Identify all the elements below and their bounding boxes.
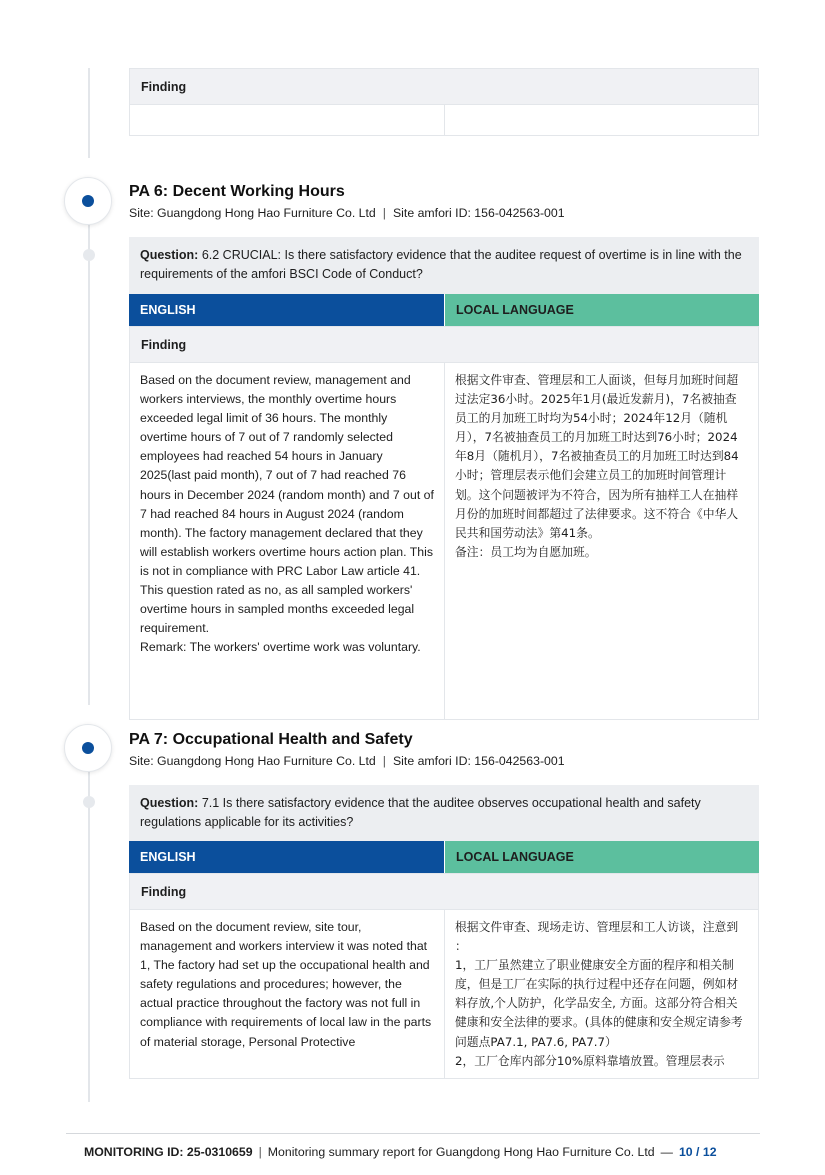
pa7-title: PA 7: Occupational Health and Safety: [129, 731, 413, 748]
pa7-question-text: 7.1 Is there satisfactory evidence that the auditee observes occupational health and safety regulations applicable for its activities?: [140, 796, 701, 829]
pa7-site-name: Site: Guangdong Hong Hao Furniture Co. Ltd: [129, 754, 376, 768]
pa6-site-name: Site: Guangdong Hong Hao Furniture Co. Ltd: [129, 206, 376, 220]
pa6-timeline-marker: [64, 177, 112, 225]
separator: |: [382, 206, 386, 220]
finding-content-row: [129, 104, 759, 136]
pa6-question-text: 6.2 CRUCIAL: Is there satisfactory evidence that the auditee request of overtime is in line with the requirements of the amfori BSCI Code of Conduct?: [140, 248, 742, 281]
pa6-title: PA 6: Decent Working Hours: [129, 183, 345, 200]
top-finding-block: [129, 68, 759, 136]
pa6-question-dot: [83, 249, 95, 261]
pa7-amfori-id: Site amfori ID: 156-042563-001: [392, 754, 565, 768]
english-header: ENGLISH: [129, 841, 444, 873]
pa7-question: [129, 785, 759, 841]
footer-divider: [66, 1133, 760, 1134]
report-title: Monitoring summary report for Guangdong Hong Hao Furniture Co. Ltd: [267, 1145, 655, 1159]
pa6-language-header: [129, 294, 759, 326]
timeline-line-pa6: [88, 225, 90, 705]
monitoring-id: MONITORING ID: 25-0310659: [84, 1145, 253, 1159]
separator: |: [258, 1145, 262, 1159]
pa6-site-line: [129, 206, 565, 220]
local-language-header: LOCAL LANGUAGE: [444, 294, 759, 326]
pa7-finding-content: [129, 909, 759, 1079]
page-number: 10 / 12: [678, 1145, 717, 1159]
pa6-question-block: [129, 237, 759, 720]
pa6-amfori-id: Site amfori ID: 156-042563-001: [392, 206, 565, 220]
separator: |: [382, 754, 386, 768]
footer-dash: —: [660, 1145, 673, 1159]
pa7-language-header: [129, 841, 759, 873]
pa7-timeline-marker: [64, 724, 112, 772]
question-label: Question:: [140, 248, 199, 262]
timeline-line-top: [88, 68, 90, 158]
finding-english-cell: [130, 105, 445, 135]
timeline-line-pa7: [88, 772, 90, 1102]
english-header: ENGLISH: [129, 294, 444, 326]
local-language-header: LOCAL LANGUAGE: [444, 841, 759, 873]
page-footer: [84, 1145, 717, 1159]
pa7-english-finding: Based on the document review, site tour, management and workers interview it was noted that 1, The factory had set up the occupational health and safety regulations and procedures; however, the actual practice throughout the factory was not full in compliance with requirements of local law in the parts of material storage, Personal Protective: [130, 910, 445, 1078]
pa7-site-line: [129, 754, 565, 768]
finding-label: Finding: [129, 68, 759, 104]
pa6-finding-content: [129, 362, 759, 720]
pa7-question-dot: [83, 796, 95, 808]
finding-label: Finding: [129, 326, 759, 362]
pa6-english-finding: Based on the document review, management and workers interviews, the monthly overtime hours exceeded legal limit of 36 hours. The monthly overtime hours of 7 out of 7 randomly selected employees had reached 54 hours in January 2025(last paid month), 7 out of 7 had reached 76 hours in December 2024 (random month) and 7 out of 7 had reached 84 hours in August 2024 (random month). The factory management declared that they will establish workers overtime hours action plan. This is not in compliance with PRC Labor Law article 41. This question rated as no, as all sampled workers' overtime hours in sampled months exceeded legal requirement. Remark: The workers' overtime work was voluntary.: [130, 363, 445, 719]
question-label: Question:: [140, 796, 199, 810]
finding-local-cell: [445, 105, 758, 135]
pa7-local-finding: 根据文件审查、现场走访、管理层和工人访谈，注意到 ： 1，工厂虽然建立了职业健康安全方面的程序和相关制度，但是工厂在实际的执行过程中还存在问题，例如材料存放,个人防护，化学品安全, 方面。这部分符合相关健康和安全法律的要求。(具体的健康和安全规定请参考问题点PA7.1, PA7.6, PA7.7） 2，工厂仓库内部分10%原料靠墙放置。管理层表示: [455, 920, 743, 1068]
pa7-question-block: [129, 785, 759, 1079]
timeline-dot-icon: [82, 742, 94, 754]
finding-label: Finding: [129, 873, 759, 909]
timeline-dot-icon: [82, 195, 94, 207]
pa6-question: [129, 237, 759, 294]
pa6-local-finding: 根据文件审查、管理层和工人面谈，但每月加班时间超过法定36小时。2025年1月(最近发薪月)，7名被抽查员工的月加班工时均为54小时；2024年12月（随机月），7名被抽查员工的月加班工时达到76小时；2024年8月（随机月），7名被抽查员工的月加班工时达到84小时；管理层表示他们会建立员工的加班时间管理计划。这个问题被评为不符合，因为所有抽样工人在抽样月份的加班时间都超过了法律要求。这不符合《中华人民共和国劳动法》第41条。 备注：员工均为自愿加班。: [455, 373, 739, 559]
